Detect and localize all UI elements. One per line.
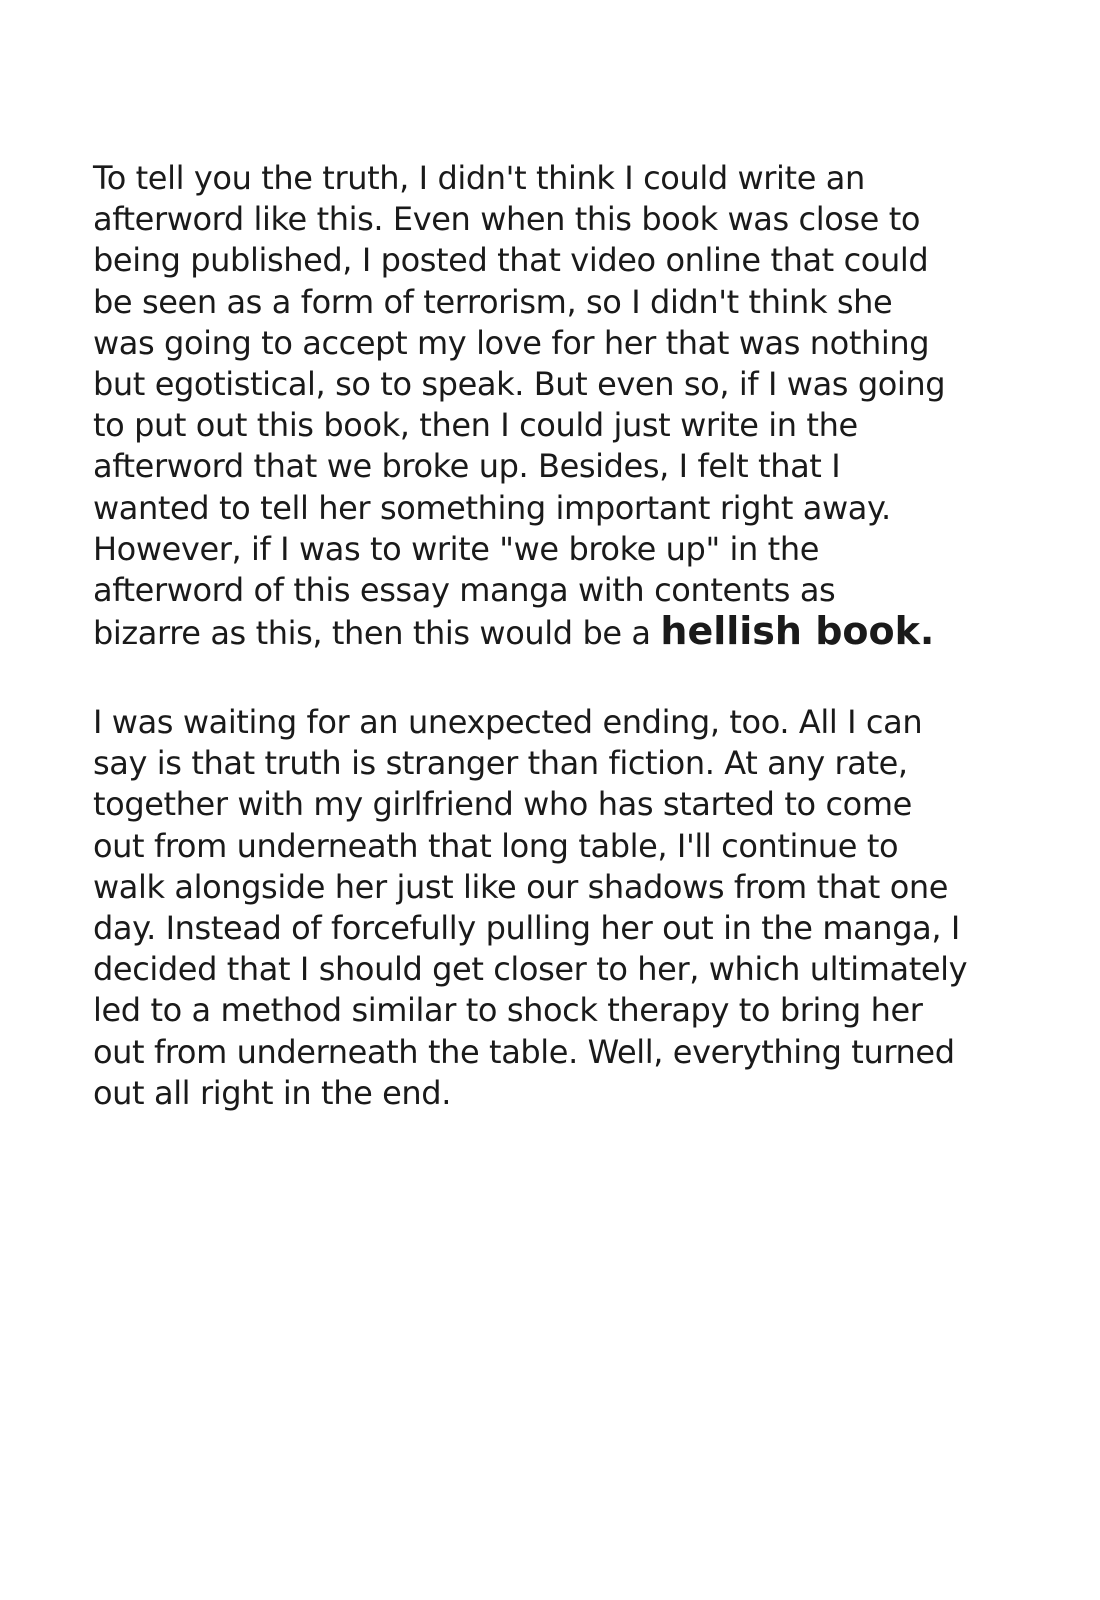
- text-line: out from underneath the table. Well, everything turned: [93, 1032, 955, 1071]
- text-line: afterword that we broke up. Besides, I felt that I: [93, 447, 841, 486]
- text-line: To tell you the truth, I didn't think I could write an: [93, 159, 865, 197]
- text-line: to put out this book, then I could just write in the: [93, 406, 858, 445]
- text-line: wanted to tell her something important right away.: [93, 488, 891, 527]
- text-line-last: [93, 611, 993, 654]
- emphasis-text: hellish book.: [660, 609, 935, 654]
- text-line: be seen as a form of terrorism, so I didn't think she: [93, 282, 893, 321]
- text-line: out from underneath that long table, I'll continue to: [93, 826, 899, 865]
- text-line: walk alongside her just like our shadows from that one: [93, 867, 949, 906]
- text-line: However, if I was to write "we broke up" in the: [93, 529, 819, 568]
- text-line: led to a method similar to shock therapy to bring her: [93, 991, 923, 1030]
- text-line: decided that I should get closer to her, which ultimately: [93, 950, 968, 989]
- text-line: afterword of this essay manga with contents as: [93, 571, 836, 610]
- text-line: being published, I posted that video online that could: [93, 241, 929, 280]
- text-line: was going to accept my love for her that was nothing: [93, 323, 930, 362]
- text-line: out all right in the end.: [93, 1073, 451, 1112]
- text-line: together with my girlfriend who has started to come: [93, 785, 912, 824]
- text-line: afterword like this. Even when this book was close to: [93, 200, 921, 239]
- text-line: say is that truth is stranger than fiction. At any rate,: [93, 744, 908, 783]
- text-line: I was waiting for an unexpected ending, too. All I can: [93, 703, 923, 741]
- text-line: but egotistical, so to speak. But even so, if I was going: [93, 365, 946, 404]
- afterword-paragraph-2: [93, 702, 993, 1114]
- text-line: day. Instead of forcefully pulling her out in the manga, I: [93, 909, 960, 948]
- afterword-paragraph-1: [93, 158, 993, 654]
- text-line-prefix: bizarre as this, then this would be a: [93, 614, 661, 653]
